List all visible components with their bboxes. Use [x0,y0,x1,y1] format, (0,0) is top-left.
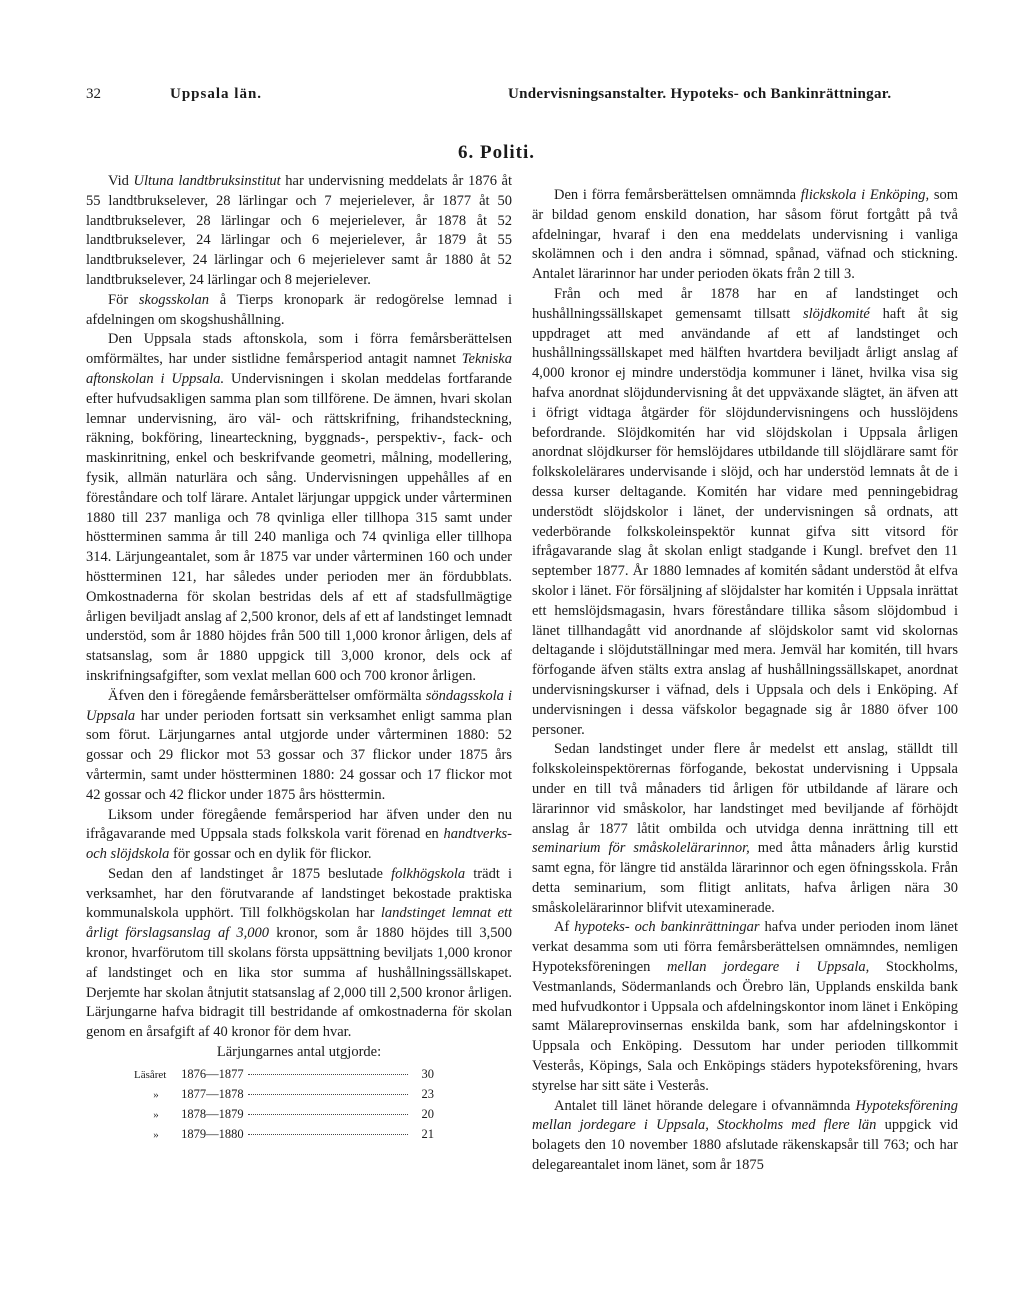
leader-dots [248,1094,408,1095]
text-run: Antalet till länet hörande delegare i ofvannämnda [554,1097,856,1114]
text-run: Lärjungarnes antal utgjorde: [216,1044,382,1061]
text-run: Stockholms, Vestmanlands, Södermanlands och Örebro län, Upplands enskilda bank med hufvudkontor i Uppsala och afdelningskontor inom länet i Enköping samt Mälareprovinsernas enskilda bank, som har afdelningskontor i Uppsala och Enköping. Dessutom har under perioden tillkommit Vesterås, Köpings, Sala och Enköpings städers hypoteksförening, hvars styrelse har sitt säte i Vesterås. [532,959,958,1094]
row-value: 21 [421,1126,434,1141]
leader-dots [248,1074,408,1075]
paragraph [532,186,958,285]
running-title-left: Uppsala län. [170,86,263,102]
section-heading: 6. Politi. [458,142,536,163]
leader-dots [248,1134,408,1135]
italic-text: söndagsskola i Uppsala [86,687,512,724]
page-header [0,86,1024,110]
paragraph [532,918,958,1096]
text-run: Af [554,919,575,936]
text-run: har undervisning meddelats år 1876 åt 55 landtbrukselever, 28 lärlingar och 7 mejerielever, år 1877 åt 50 landtbrukselever, 28 lärlingar och 6 mejerielever, år 1878 åt 52 landtbrukselever, 24 lärlingar och 6 mejerielever, år 1879 åt 55 landtbrukselever, 24 lärlingar och 6 mejerielever samt år 1880 åt 52 landtbrukselever, 24 lärlingar och 8 mejerielever. [86,173,513,288]
table-row [134,1065,434,1085]
right-column-paragraphs [532,186,958,1176]
text-run: har under perioden fortsatt sin verksamhet enligt samma plan som förut. Lärjungarnes antal utgjorde under vårterminen 1880: 52 gossar och 29 flickor mot 53 gossar och 37 flickor under 1875 års vårtermin, samt under höstterminen 1880: 24 gossar och 17 flickor mot 42 gossar och 42 flickor under 1875 års hösttermin. [86,707,512,803]
italic-text: seminarium för småskolelärarinnor, [532,840,750,857]
italic-text: skogsskolan [138,291,209,308]
italic-text: Hypoteksförening mellan jordegare i Uppsala, Stockholms med flere län [532,1097,958,1134]
italic-text: landstinget lemnat ett årligt förslagsanslag af 3,000 [86,905,512,942]
enrollment-table [134,1065,434,1145]
text-run: uppgick vid bolagets den 10 november 1880 afslutade räkenskapsår till 763; och har delegareantalet inom länet, som år 1875 [532,1117,958,1174]
text-run: Äfven den i föregående femårsberättelser omförmälta [108,687,426,704]
table-row [134,1085,434,1105]
row-label [134,1065,244,1085]
italic-text: Tekniska aftonskolan i Uppsala. [86,351,512,387]
leader-dots [248,1114,408,1115]
italic-text: mellan jordegare i Uppsala, [667,959,870,976]
page-number: 32 [86,86,101,102]
right-column [532,186,958,1176]
italic-text: hypoteks- och bankinrättningar [574,919,760,936]
text-run: Vid [108,173,134,189]
paragraph [86,806,512,865]
row-prefix: » [153,1088,159,1101]
text-run: trädt i verksamhet, har den förutvarande af landstinget bekostade praktiska kommunalskola upphört. Till folkhögskolan har [86,865,512,922]
row-label [134,1085,244,1105]
text-run: Undervisningen i skolan meddelas fortfarande efter hufvudsakligen samma plan som tillförene. De ämnen, hvari skolan lemnar undervisning, äro väl- och rättskrifning, frihandsteckning, räkning, bokföring, linearteckning, byggnads-, perspektiv-, fack- och maskinritning, enkel och beskrifvande geometri, målning, modellering, fysik, allmän naturlära och sång. Undervisningen uppehålles af en föreståndare och tolf lärare. Antalet lärjungar uppgick under vårterminen 1880 till 237 manliga och 78 qvinliga eller tillhopa 315 samt under höstterminen samma år till 240 manliga och 74 qvinliga eller tillhopa 314. Lärjungeantalet, som år 1875 var under vårterminen 160 och under höstterminen 121, har således under perioden mer än fördubblats. Omkostnaderna för skolan bestridas dels af ett af stadsfullmägtige årligen beviljadt anslag af 2,500 kronor, dels af ett af landstinget lemnadt understöd, som år 1880 höjdes från 500 till 1,000 kronor årligen, dels af statsanslag, som år 1880 uppgick till 3,000 kronor, dels ock af inskrifningsafgifter, som vexlat mellan 600 och 700 kronor årligen. [86,370,512,684]
text-run: Sedan den af landstinget år 1875 beslutade [108,865,392,882]
text-run: å Tierps kronopark är redogörelse lemnad i afdelningen om skogshushållning. [86,291,512,328]
paragraph [532,740,958,918]
text-run: med åtta månaders årlig kurstid samt egna, för längre tid anstälda lärarinnor och egen öfningsskola. Från detta seminarium, som flitigt anlitats, hafva årligen nära 30 småskolelärarinnor blifvit utexaminerade. [532,840,958,916]
text-run: hafva under perioden inom länet verkat desamma som uti förra femårsberättelsen omnämndes, nemligen Hypoteksföreningen [532,919,958,976]
text-run: för gossar och en dylik för flickor. [169,846,372,863]
text-run: som är bildad genom enskild donation, har såsom förut fortgått på två afdelningar, hvaraf i den ena meddelats undervisning i vanliga skolämnen och i den andra i sömnad, spånad, väfnad och stickning. Antalet lärarinnor har under perioden ökats från 2 till 3. [532,187,958,283]
italic-text: handtverks- och slöjdskola [86,826,512,863]
row-value: 23 [421,1086,434,1101]
table-row [134,1105,434,1125]
paragraph [532,1097,958,1176]
row-year: 1877—1878 [178,1086,244,1101]
row-year: 1876—1877 [178,1066,244,1081]
row-value: 20 [421,1106,434,1121]
row-prefix: » [153,1128,159,1141]
row-value: 30 [421,1066,434,1081]
paragraph [86,687,512,806]
italic-text: slöjdkomité [802,305,870,322]
text-run: Sedan landstinget under flere år medelst ett anslag, ställdt till folkskoleinspektörernas förfogande, bekostat undervisning i Uppsala under en till två månaders tid årligen för utbildande af lärare och lärarinnor vid småskolor, har landstinget med beviljande af förhöjdt anslag år 1877 låtit ombilda och utvidga denna inrättning till ett [532,741,958,837]
row-prefix: Läsåret [134,1068,167,1081]
italic-text: folkhögskola [391,865,466,882]
row-year: 1878—1879 [178,1106,244,1121]
text-run: kronor, som år 1880 höjdes till 3,500 kronor, hvarförutom till skolans första uppsättning beviljats 1,000 kronor af landstinget och en lika stor summa af hushållningssällskapet. Derjemte har skolan åtnjutit statsanslag af 2,000 till 2,500 kronor årligen. Lärjungarne hafva bidragit till bestridande af omkostnaderna för skolan genom en årsafgift af 40 kronor för dem hvar. [86,925,512,1041]
paragraph [86,172,512,291]
row-label [134,1105,244,1125]
running-title-right: Undervisningsanstalter. Hypoteks- och Bankinrättningar. [508,86,892,102]
italic-text: flickskola i Enköping, [800,187,930,203]
row-year: 1879—1880 [178,1126,244,1141]
left-column [86,172,512,1145]
paragraph [86,865,512,1043]
table-row [134,1125,434,1145]
paragraph [86,330,512,686]
text-run: Den i förra femårsberättelsen omnämnda [554,187,801,203]
text-run: Liksom under föregående femårsperiod har äfven under den nu ifrågavarande med Uppsala stads folkskola varit förenad en [86,806,512,843]
paragraph [86,291,512,331]
text-run: haft åt sig uppdraget att med användande af ett af landstinget och hushållningssällskapet med hälften hvartdera beviljadt årligt anslag af 4,000 kronor ej mindre understödja kommuner i länet, hvilka visa sig hafva anordnat slöjdundervisning åt det uppväxande slägtet, än äfven att i öfrigt vidtaga åtgärder för slöjdundervisningens och husslöjdens befordrande. Slöjdkomitén har vid slöjdskolan i Uppsala årligen anordnat slöjdkurser för hemslöjdares utbildande till slöjdlärare samt för folkskolelärares undervisande i slöjd, och har understöd lemnats åt de i dessa kurser deltagande. Komitén har vidare med penningebidrag understödt slöjdskolor i länet, der undervisningen så ordnats, att vederbörande folkskoleinspektör kunnat gifva sitt vitsord för ifrågavarande slag åt skolan enligt stadgande i Kungl. brefvet den 11 september 1877. År 1880 lemnades af komitén sådant understöd åt elfva skolor i länet. För försäljning af slöjdalster har komitén i Uppsala inrättat ett hemslöjdsmagasin, hvars föreståndare tillika såsom slöjdombud i länet tillhandagått vid anordnande af slöjdskolor samt vid skolornas deltagande i slöjdutställningar med mera. Jemväl har komitén, till hvars förfogande äfven stälts extra anslag af hushållningssällskapet, anordnat undervisningskurser i väfnad, dels i Uppsala och dels i Enköping. Af undervisningen i dessa väfskolor begagnade sig år 1880 öfver 100 personer. [532,305,958,738]
left-column-paragraphs [86,172,512,1063]
row-label [134,1125,244,1145]
text-run: Från och med år 1878 har en af landstinget och hushållningssällskapet gemensamt tillsatt [532,285,958,322]
text-run: Den Uppsala stads aftonskola, som i förra femårsberättelsen omförmältes, har under sistlidne femårsperiod antagit namnet [86,331,512,368]
paragraph [532,285,958,740]
paragraph [86,1043,512,1063]
italic-text: Ultuna landtbruksinstitut [133,173,281,189]
text-run: För [108,291,139,308]
row-prefix: » [153,1108,159,1121]
